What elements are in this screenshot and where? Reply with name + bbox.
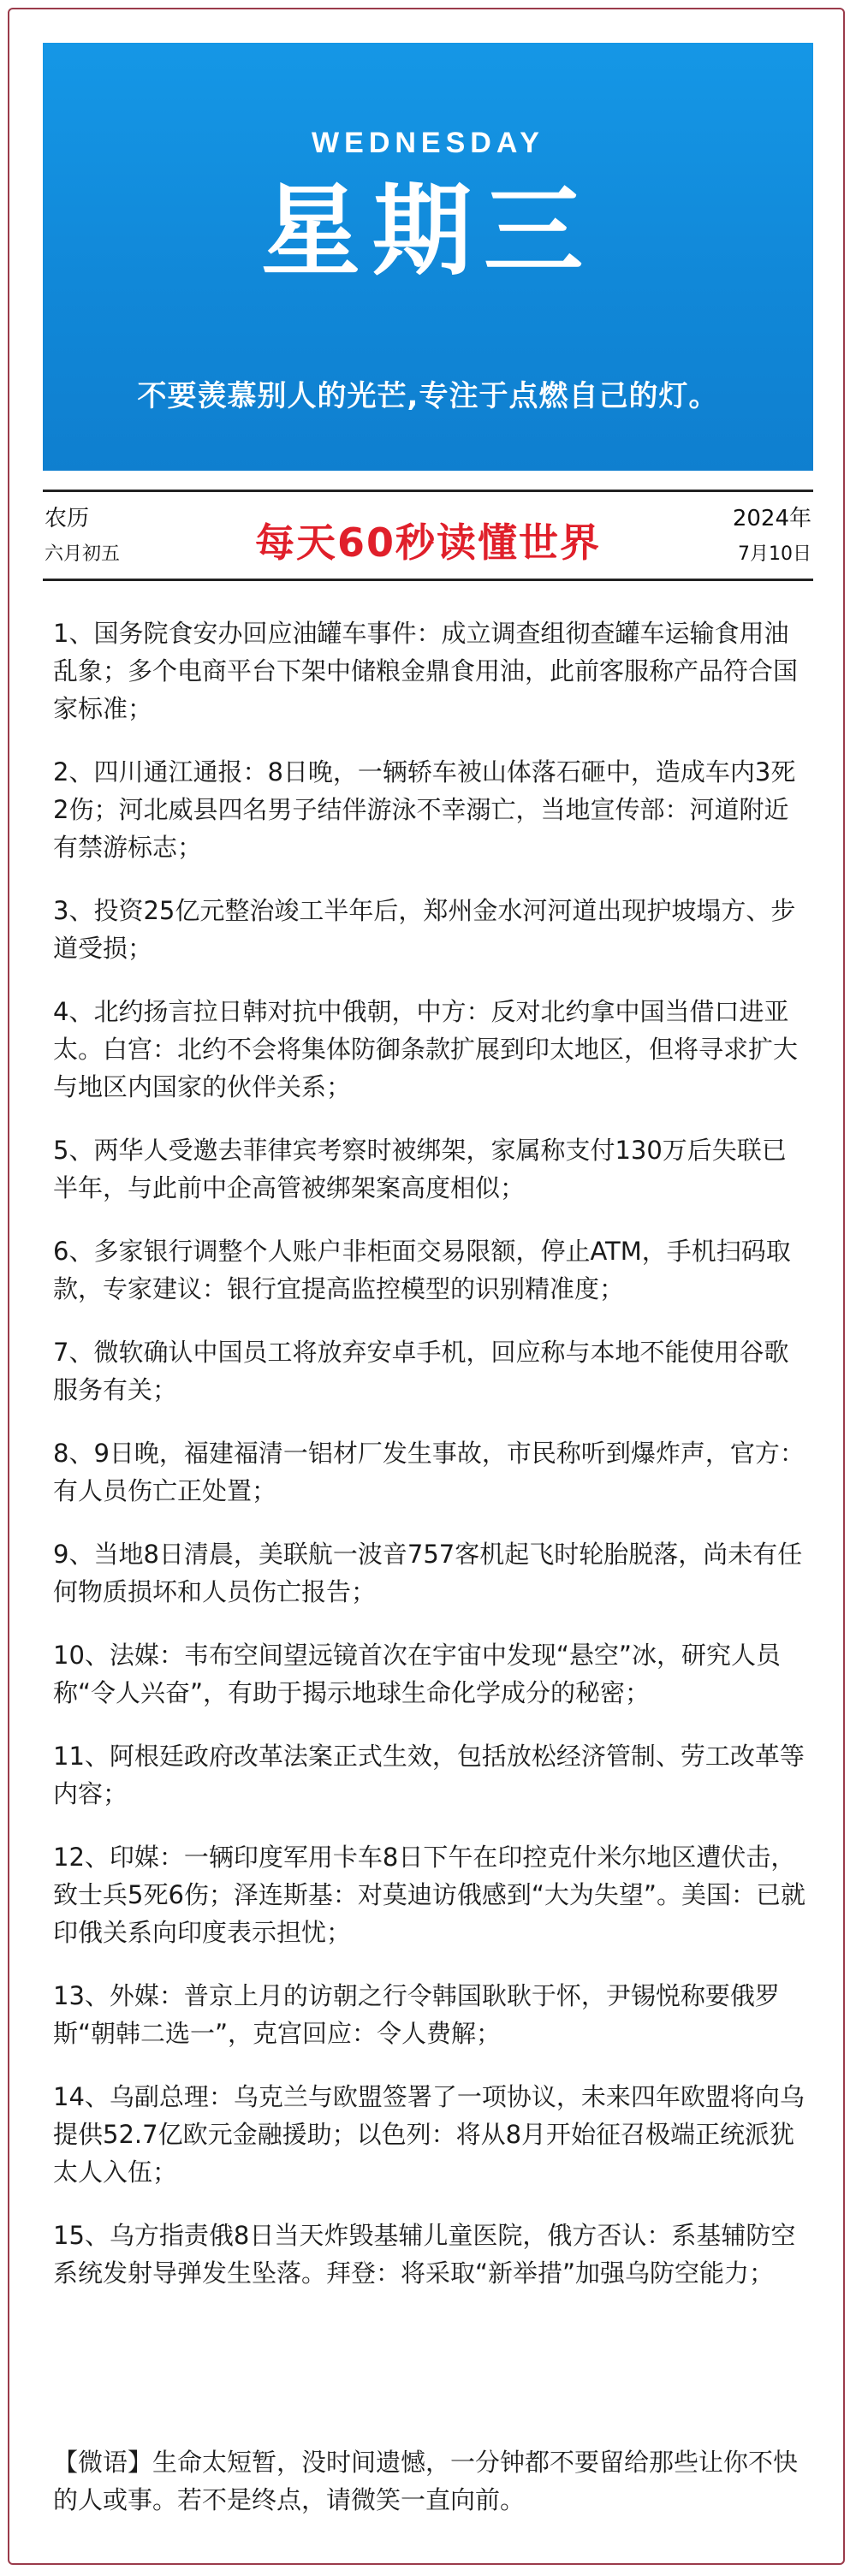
news-item: 12、印媒：一辆印度军用卡车8日下午在印控克什米尔地区遭伏击，致士兵5死6伤；泽连斯基：对莫迪访俄感到“大为失望”。美国：已就印俄关系向印度表示担忧； — [53, 1843, 805, 1947]
date: 7月10日 — [738, 543, 811, 565]
news-item: 14、乌副总理：乌克兰与欧盟签署了一项协议，未来四年欧盟将向乌提供52.7亿欧元金融援助；以色列：将从8月开始征召极端正统派犹太人入伍； — [53, 2082, 805, 2187]
weekday-english: WEDNESDAY — [312, 127, 544, 159]
page-title: 每天60秒读懂世界 — [254, 519, 601, 566]
lunar-date: 六月初五 — [45, 543, 121, 565]
top-divider — [43, 490, 813, 492]
news-item: 9、当地8日清晨，美联航一波音757客机起飞时轮胎脱落，尚未有任何物质损坏和人员伤亡报告； — [53, 1540, 803, 1606]
motto: 不要羡慕别人的光芒,专注于点燃自己的灯。 — [137, 379, 719, 413]
news-item: 11、阿根廷政府改革法案正式生效，包括放松经济管制、劳工改革等内容； — [53, 1742, 805, 1808]
closing-quote: 【微语】生命太短暂，没时间遗憾，一分钟都不要留给那些让你不快的人或事。若不是终点，请微笑一直向前。 — [53, 2448, 799, 2514]
year: 2024年 — [732, 506, 811, 531]
news-list — [53, 614, 810, 2318]
news-item: 7、微软确认中国员工将放弃安卓手机，回应称与本地不能使用谷歌服务有关； — [53, 1338, 789, 1404]
news-item: 2、四川通江通报：8日晚，一辆轿车被山体落石砸中，造成车内3死2伤；河北威县四名男子结伴游泳不幸溺亡，当地宣传部：河道附近有禁游标志； — [53, 757, 796, 862]
news-item: 13、外媒：普京上月的访朝之行令韩国耿耿于怀，尹锡悦称要俄罗斯“朝韩二选一”，克宫回应：令人费解； — [53, 1981, 780, 2048]
news-item: 5、两华人受邀去菲律宾考察时被绑架，家属称支付130万后失联已半年，与此前中企高管被绑架案高度相似； — [53, 1136, 787, 1202]
news-item: 15、乌方指责俄8日当天炸毁基辅儿童医院，俄方否认：系基辅防空系统发射导弹发生坠落。拜登：将采取“新举措”加强乌防空能力； — [53, 2221, 796, 2288]
news-item: 1、国务院食安办回应油罐车事件：成立调查组彻查罐车运输食用油乱象；多个电商平台下架中储粮金鼎食用油，此前客服称产品符合国家标准； — [53, 619, 799, 723]
news-item: 6、多家银行调整个人账户非柜面交易限额，停止ATM，手机扫码取款，专家建议：银行宜提高监控模型的识别精准度； — [53, 1237, 791, 1303]
news-item: 4、北约扬言拉日韩对抗中俄朝，中方：反对北约拿中国当借口进亚太。白宫：北约不会将集体防御条款扩展到印太地区，但将寻求扩大与地区内国家的伙伴关系； — [53, 997, 799, 1101]
header-banner — [43, 43, 813, 471]
weekday-chinese: 星期三 — [261, 174, 595, 289]
news-item: 3、投资25亿元整治竣工半年后，郑州金水河河道出现护坡塌方、步道受损； — [53, 896, 796, 963]
news-item: 10、法媒：韦布空间望远镜首次在宇宙中发现“悬空”冰，研究人员称“令人兴奋”，有助于揭示地球生命化学成分的秘密； — [53, 1641, 781, 1707]
news-item: 8、9日晚，福建福清一铝材厂发生事故，市民称听到爆炸声，官方：有人员伤亡正处置； — [53, 1439, 805, 1505]
lunar-label: 农历 — [45, 506, 90, 531]
bottom-divider — [43, 579, 813, 581]
